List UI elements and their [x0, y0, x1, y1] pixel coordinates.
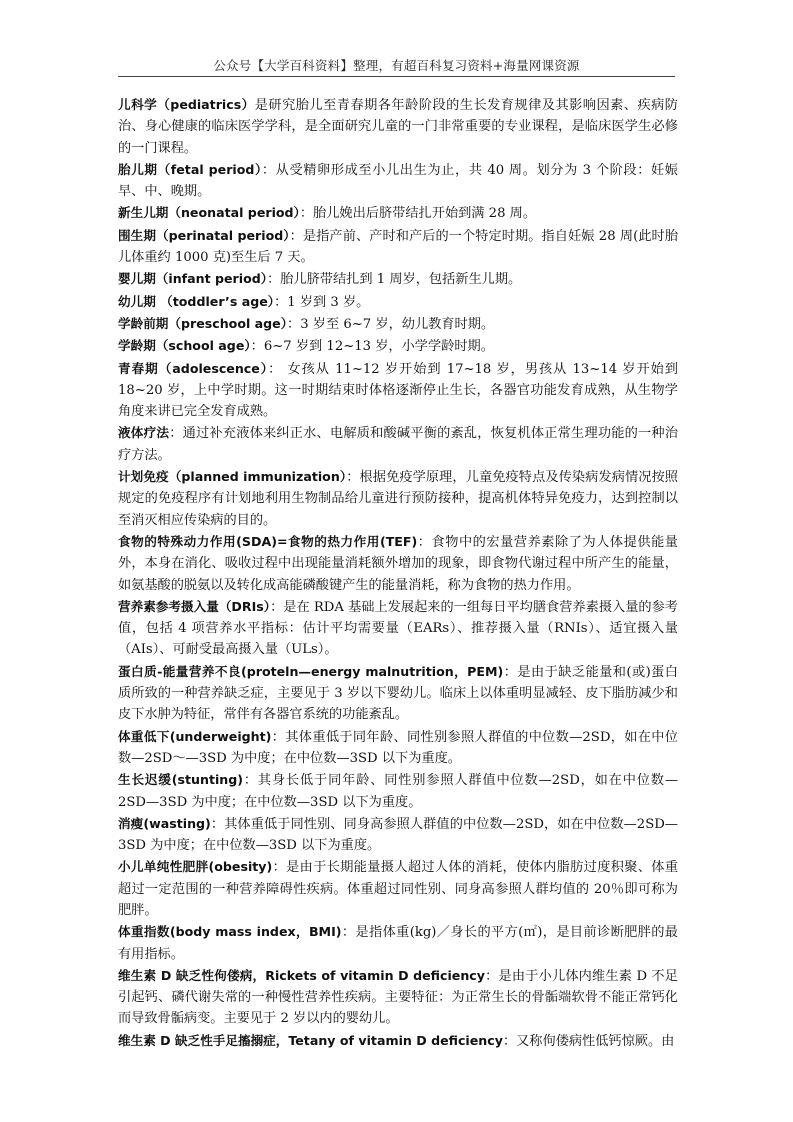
- entry-adolescence: [118, 358, 678, 423]
- entry-tetany: [118, 1030, 678, 1052]
- entry-text: ：是由于小儿体内维生素 D 不足引起钙、磷代谢失常的一种慢性营养性疾病。主要特征：为正常生长的骨骺端软骨不能正常钙化而导致骨骺病变。主要见于 2 岁以内的婴幼儿。: [118, 968, 678, 1027]
- entry-text: ：胎儿脐带结扎到 1 周岁，包括新生儿期。: [267, 272, 522, 288]
- entry-text: ：胎儿娩出后脐带结扎开始到满 28 周。: [299, 206, 537, 222]
- entry-term: 食物的特殊动力作用(SDA)=食物的热力作用(TEF): [118, 533, 418, 549]
- entry-term: 小儿单纯性肥胖(obesity): [118, 859, 273, 875]
- entry-pediatrics: [118, 94, 678, 159]
- entry-text: ：是指体重(kg)／身长的平方(㎡)，是目前诊断肥胖的最有用指标。: [118, 925, 678, 962]
- entry-obesity: [118, 856, 678, 921]
- page-header: 公众号【大学百科资料】整理，有超百科复习资料+海量网课资源: [213, 58, 580, 73]
- entry-text: ：其体重低于同年龄、同性别参照人群值的中位数—2SD，如在中位数—2SD～—3SD 为中度；在中位数—3SD 以下为重度。: [118, 729, 678, 766]
- entry-bmi: [118, 921, 678, 965]
- entry-text: ：6~7 岁到 12~13 岁，小学学龄时期。: [250, 339, 494, 355]
- entry-text: ：是由于缺乏能量和(或)蛋白质所致的一种营养缺乏症，主要见于 3 岁以下婴幼儿。临床上以体重明显减轻、皮下脂肪减少和皮下水肿为特征，常伴有各器官系统的功能紊乱。: [118, 664, 678, 723]
- entry-planned-immunization: [118, 466, 678, 531]
- entry-term: 幼儿期 （toddler’s age）: [118, 293, 275, 309]
- entry-term: 营养素参考摄入量（DRIs）: [118, 598, 271, 614]
- entry-text: ：是在 RDA 基础上发展起来的一组每日平均膳食营养素摄入量的参考值，包括 4 项营养水平指标：估计平均需要量（EARs）、推荐摄入量（RNIs）、适宜摄入量（AIs）、可耐受最高摄入量（ULs）。: [118, 599, 678, 658]
- document-body: [118, 94, 678, 1052]
- entry-text: ：根据免疫学原理，儿童免疫特点及传染病发病情况按照规定的免疫程序有计划地利用生物制品给儿童进行预防接种，提高机体特异免疫力，达到控制以至消灭相应传染病的目的。: [118, 470, 678, 528]
- entry-text: 是研究胎儿至青春期各年龄阶段的生长发育规律及其影响因素、疾病防治、身心健康的临床医学学科，是全面研究儿童的一门非常重要的专业课程，是临床医学生必修的一门课程。: [118, 98, 678, 156]
- entry-preschool-age: [118, 313, 678, 335]
- entry-term: 新生儿期（neonatal period）: [118, 205, 300, 221]
- entry-term: 消瘦(wasting): [118, 815, 211, 831]
- entry-term: 学龄期（school age）: [118, 338, 251, 354]
- entry-term: 学龄前期（preschool age）: [118, 315, 288, 331]
- entry-stunting: [118, 769, 678, 813]
- entry-text: ：其身长低于同年龄、同性别参照人群值中位数—2SD，如在中位数—2SD—3SD 为中度；在中位数—3SD 以下为重度。: [118, 773, 679, 810]
- entry-text: ：从受精卵形成至小儿出生为止，共 40 周。划分为 3 个阶段：妊娠早、中、晚期。: [118, 162, 678, 200]
- entry-dietary-reference-intakes: [118, 596, 678, 661]
- entry-text: ：3 岁至 6~7 岁，幼儿教育时期。: [287, 316, 495, 332]
- entry-term: 计划免疫（planned immunization）: [118, 469, 347, 485]
- entry-term: 青春期（adolescence）: [118, 360, 269, 376]
- entry-term: 围生期（perinatal period）: [118, 227, 290, 243]
- entry-underweight: [118, 726, 678, 770]
- entry-text: ：通过补充液体来纠正水、电解质和酸碱平衡的紊乱，恢复机体正常生理功能的一种治疗方法。: [118, 426, 679, 463]
- entry-perinatal-period: [118, 225, 678, 269]
- entry-specific-dynamic-action: [118, 531, 678, 596]
- entry-school-age: [118, 335, 678, 357]
- entry-text: ：其体重低于同性别、同身高参照人群值的中位数—2SD，如在中位数—2SD—3SD 为中度；在中位数—3SD 以下为重度。: [118, 816, 678, 854]
- entry-term: 胎儿期（fetal period）: [118, 161, 262, 177]
- entry-term: 儿科学（pediatrics）: [118, 97, 255, 112]
- entry-rickets: [118, 965, 678, 1030]
- entry-term: 维生素 D 缺乏性佝偻病，Rickets of vitamin D deficiency: [118, 967, 485, 983]
- entry-text: ：是指产前、产时和产后的一个特定时期。指自妊娠 28 周(此时胎儿体重约 1000 克)至生后 7 天。: [118, 228, 679, 266]
- entry-fluid-therapy: [118, 422, 678, 466]
- entry-term: 生长迟缓(stunting): [118, 772, 244, 788]
- header-divider: [118, 76, 675, 77]
- entry-infant-period: [118, 268, 678, 290]
- entry-toddler-age: [118, 291, 678, 313]
- entry-neonatal-period: [118, 202, 678, 224]
- entry-term: 液体疗法: [118, 425, 170, 441]
- entry-fetal-period: [118, 159, 678, 203]
- entry-text: ：是由于长期能量摄人超过人体的消耗，使体内脂肪过度积聚、体重超过一定范围的一种营养障碍性疾病。体重超过同性别、同身高参照人群均值的 20％即可称为肥胖。: [118, 860, 679, 918]
- entry-protein-energy-malnutrition: [118, 661, 678, 726]
- entry-term: 体重低下(underweight): [118, 728, 272, 744]
- entry-term: 婴儿期（infant period）: [118, 271, 268, 287]
- entry-term: 蛋白质-能量营养不良(proteln—energy malnutrition，PEM): [118, 663, 504, 679]
- entry-wasting: [118, 813, 678, 857]
- entry-text: ：食物中的宏量营养素除了为人体提供能量外，本身在消化、吸收过程中出现能量消耗额外增加的现象，即食物代谢过程中所产生的能量，如氨基酸的脱氨以及转化成高能磷酸键产生的能量消耗，称为食物的热力作用。: [118, 534, 678, 593]
- entry-term: 维生素 D 缺乏性手足搐搦症，Tetany of vitamin D deficiency: [118, 1032, 503, 1048]
- entry-text: ： 女孩从 11~12 岁开始到 17~18 岁，男孩从 13~14 岁开始到 18~20 岁，上中学时期。这一时期结束时体格逐渐停止生长，各器官功能发育成熟，从生物学角度来讲已完全发育成熟。: [118, 361, 678, 420]
- entry-text: ：又称佝偻病性低钙惊厥。由: [502, 1033, 675, 1049]
- entry-term: 体重指数(body mass index，BMI): [118, 924, 342, 940]
- entry-text: ：1 岁到 3 岁。: [274, 294, 370, 310]
